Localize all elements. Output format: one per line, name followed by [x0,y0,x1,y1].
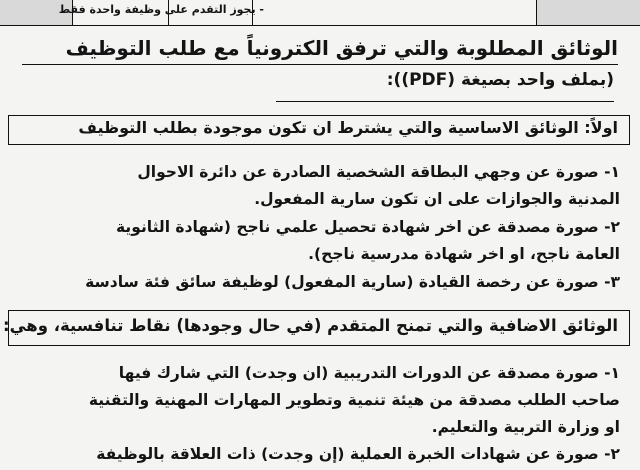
table-cell-shaded [536,0,640,25]
section1-heading: اولاً: الوثائق الاساسية والتي يشترط ان تكون موجودة بطلب التوظيف [78,118,618,137]
section1-line: ٢- صورة مصدقة عن اخر شهادة تحصيل علمي ناجح (شهادة الثانوية [116,218,620,236]
document-subtitle: (بملف واحد بصيغة (PDF)): [386,70,614,90]
section2-line: ٢- صورة عن شهادات الخبرة العملية (إن وجدت) ذات العلاقة بالوظيفة [96,445,620,463]
section2-line: ١- صورة مصدقة عن الدورات التدريبية (ان وجدت) التي شارك فيها [118,364,620,382]
table-divider [536,0,537,25]
title-underline [22,64,618,65]
section1-line: ١- صورة عن وجهي البطاقة الشخصية الصادرة عن دائرة الاحوال [137,163,620,181]
section1-line: المدنية والجوازات على ان تكون سارية المفعول. [254,190,620,208]
section2-heading: الوثائق الاضافية والتي تمنح المتقدم (في حال وجودها) نقاط تنافسية، وهي: [3,316,618,335]
document-title: الوثائق المطلوبة والتي ترفق الكترونياً مع طلب التوظيف [65,36,618,60]
top-note: - يجوز التقدم على وظيفة واحدة فقط [58,3,264,16]
section1-line: العامة ناجح، او اخر شهادة مدرسية ناجح). [308,245,620,263]
section2-line: صاحب الطلب مصدقة من هيئة تنمية وتطوير المهارات المهنية والتقنية [88,391,620,409]
section2-line: او وزارة التربية والتعليم. [431,418,620,436]
top-table-fragment [0,0,640,26]
section1-line: ٣- صورة عن رخصة القيادة (سارية المفعول) لوظيفة سائق فئة سادسة [85,273,620,291]
subtitle-underline [276,101,614,102]
